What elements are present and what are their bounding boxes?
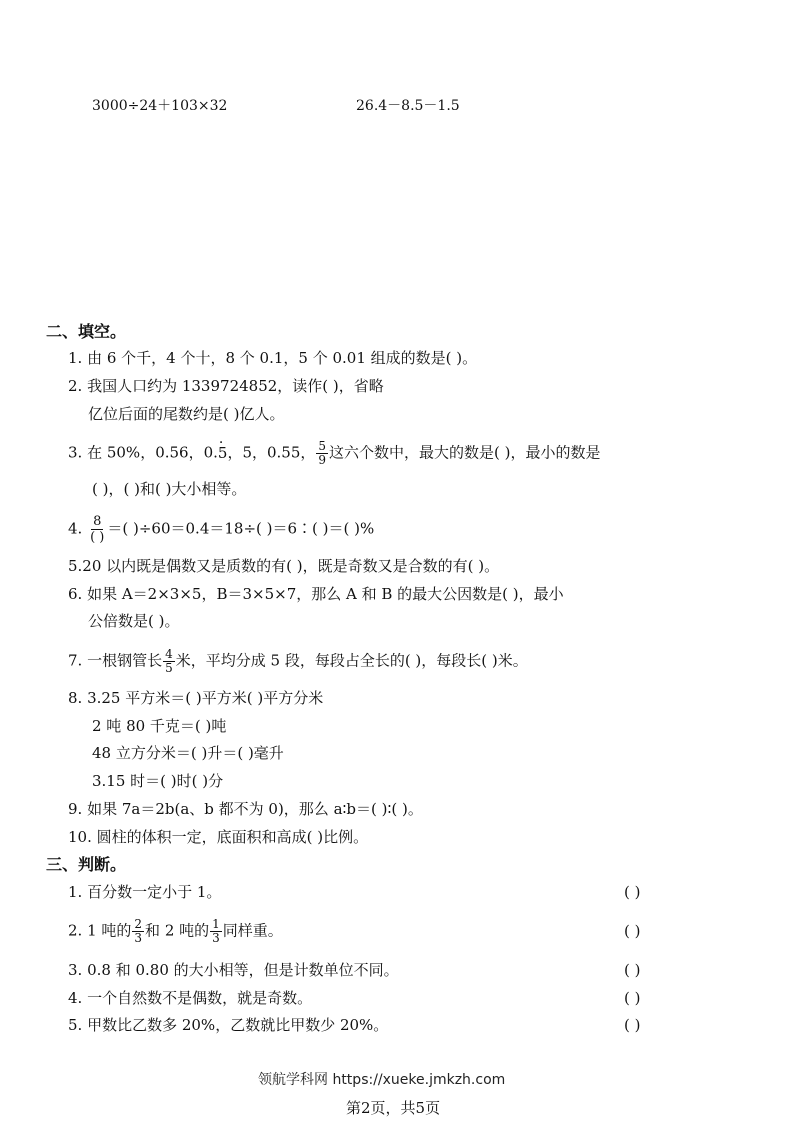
judge-2-text-c: 同样重。 xyxy=(222,921,283,940)
section-title-fill: 二、填空。 xyxy=(46,322,127,341)
question-1: 1. 由 6 个千，4 个十，8 个 0.1，5 个 0.01 组成的数是( )。 xyxy=(68,349,478,367)
fraction-numerator: 8 xyxy=(93,514,102,529)
fraction-two-thirds xyxy=(132,918,144,945)
judge-answer-bracket-3[interactable]: ( ) xyxy=(624,961,641,979)
question-8-line-2: 2 吨 80 千克＝( )吨 xyxy=(92,717,227,735)
question-8-line-1: 8. 3.25 平方米＝( )平方米( )平方分米 xyxy=(68,689,324,707)
fraction-numerator: 2 xyxy=(134,917,143,931)
judge-item-2 xyxy=(68,918,283,945)
judge-item-3: 3. 0.8 和 0.80 的大小相等，但是计数单位不同。 xyxy=(68,961,399,979)
question-3-line-1 xyxy=(68,440,601,467)
question-4 xyxy=(68,514,374,545)
fraction-denominator: ( ) xyxy=(90,530,105,545)
question-7-text-b: 米，平均分成 5 段，每段占全长的( )，每段长( )米。 xyxy=(175,651,528,670)
fraction-five-ninths xyxy=(316,440,328,467)
question-6-line-2: 公倍数是( )。 xyxy=(88,612,180,630)
question-3-text-c: 这六个数中，最大的数是( )，最小的数是 xyxy=(329,443,601,462)
question-10: 10. 圆柱的体积一定，底面积和高成( )比例。 xyxy=(68,828,369,846)
repeating-decimal-digit: · 5 xyxy=(218,444,228,462)
question-7-text-a: 7. 一根钢管长 xyxy=(68,651,163,670)
judge-item-5: 5. 甲数比乙数多 20%，乙数就比甲数少 20%。 xyxy=(68,1016,389,1034)
section-title-judge: 三、判断。 xyxy=(46,855,127,874)
question-3-text-a: 3. 在 50%，0.56，0. xyxy=(68,443,218,462)
judge-item-4: 4. 一个自然数不是偶数，就是奇数。 xyxy=(68,989,313,1007)
calc-expression-2: 26.4－8.5－1.5 xyxy=(356,98,460,114)
judge-answer-bracket-2[interactable]: ( ) xyxy=(624,922,641,940)
fraction-four-fifths xyxy=(163,648,175,675)
fraction-one-third xyxy=(210,918,222,945)
judge-2-text-a: 2. 1 吨的 xyxy=(68,921,132,940)
judge-2-text-b: 和 2 吨的 xyxy=(145,921,210,940)
fraction-denominator: 9 xyxy=(318,453,327,467)
fraction-eight-over-blank xyxy=(88,514,106,545)
fraction-denominator: 5 xyxy=(165,661,173,675)
question-9: 9. 如果 7a＝2b(a、b 都不为 0)，那么 a∶b＝( )∶( )。 xyxy=(68,800,423,818)
question-3-line-2: ( )，( )和( )大小相等。 xyxy=(92,480,247,498)
question-2-line-1: 2. 我国人口约为 1339724852，读作( )，省略 xyxy=(68,377,384,395)
question-8-line-3: 48 立方分米＝( )升＝( )毫升 xyxy=(92,744,284,762)
question-5: 5.20 以内既是偶数又是质数的有( )，既是奇数又是合数的有( )。 xyxy=(68,557,500,575)
fraction-denominator: 3 xyxy=(212,931,220,945)
question-4-number: 4. xyxy=(68,519,83,538)
question-2-line-2: 亿位后面的尾数约是( )亿人。 xyxy=(88,405,285,423)
judge-answer-bracket-5[interactable]: ( ) xyxy=(624,1016,641,1034)
fraction-numerator: 1 xyxy=(212,917,220,931)
question-3-text-b: ，5，0.55， xyxy=(227,443,316,462)
question-4-text: ＝( )÷60＝0.4＝18÷( )＝6∶( )＝( )% xyxy=(107,519,375,538)
page-number: 第2页，共5页 xyxy=(346,1099,441,1117)
fraction-denominator: 3 xyxy=(134,931,143,945)
judge-answer-bracket-4[interactable]: ( ) xyxy=(624,989,641,1007)
question-8-line-4: 3.15 时＝( )时( )分 xyxy=(92,772,224,790)
watermark-link[interactable]: 领航学科网 https://xueke.jmkzh.com xyxy=(258,1072,506,1088)
judge-answer-bracket-1[interactable]: ( ) xyxy=(624,883,641,901)
fraction-numerator: 5 xyxy=(318,439,327,453)
judge-item-1: 1. 百分数一定小于 1。 xyxy=(68,883,222,901)
calc-expression-1: 3000÷24＋103×32 xyxy=(92,98,228,114)
fraction-numerator: 4 xyxy=(165,647,173,661)
question-7 xyxy=(68,648,528,675)
question-6-line-1: 6. 如果 A＝2×3×5，B＝3×5×7，那么 A 和 B 的最大公因数是( )，最小 xyxy=(68,585,564,603)
